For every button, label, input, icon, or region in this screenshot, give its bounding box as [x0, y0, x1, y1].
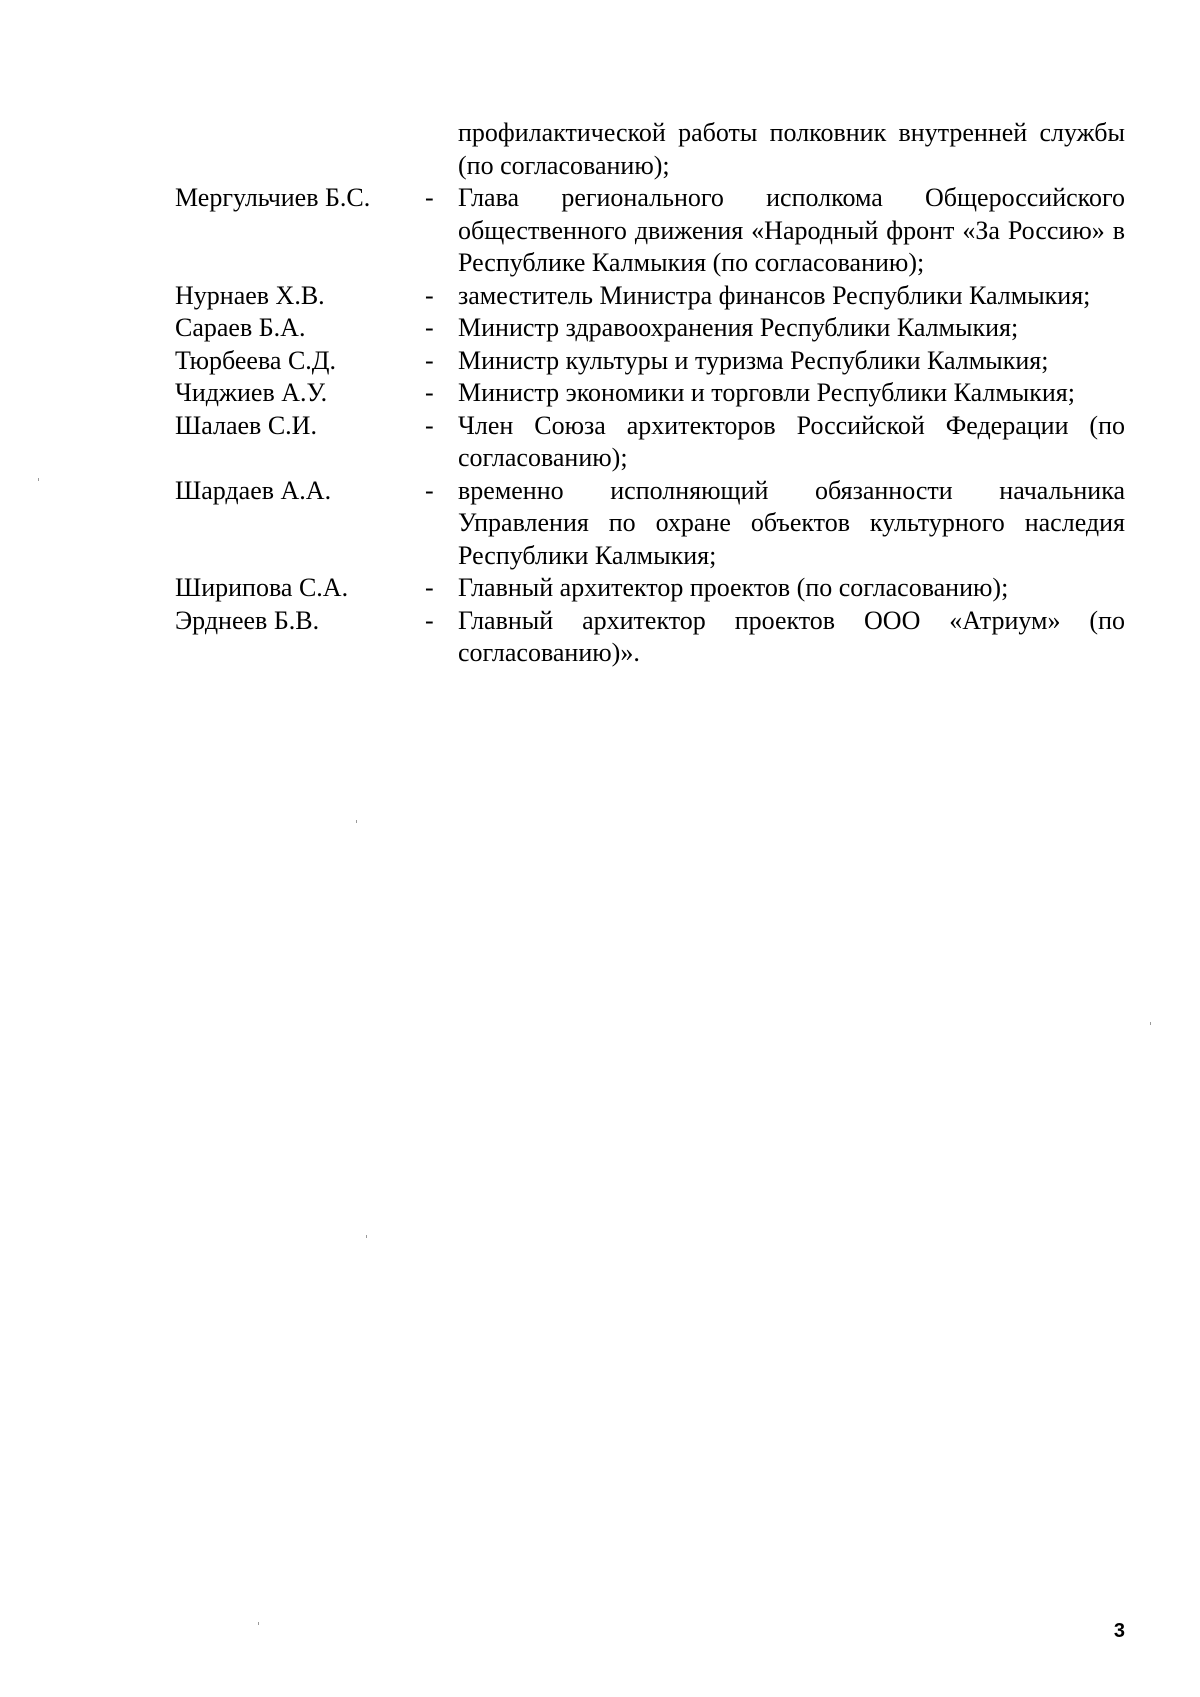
member-position: Главный архитектор проектов ООО «Атриум» (по согласованию)». — [458, 605, 1125, 667]
scan-speck — [258, 1622, 259, 1625]
list-item — [175, 345, 1125, 378]
member-name: Мергульчиев Б.С. — [175, 183, 371, 212]
member-name: Нурнаев Х.В. — [175, 280, 325, 310]
member-name: Тюрбеева С.Д. — [175, 345, 337, 375]
list-item — [175, 280, 1125, 313]
member-position: заместитель Министра финансов Республики Калмыкия; — [458, 280, 1091, 310]
list-item — [175, 605, 1125, 670]
member-name: Чиджиев А.У. — [175, 378, 328, 407]
member-position: Главный архитектор проектов (по согласованию); — [458, 573, 1009, 602]
page-number: 3 — [1113, 1620, 1125, 1642]
scan-speck — [38, 478, 39, 481]
list-item — [175, 572, 1125, 605]
member-position: профилактической работы полковник внутренней службы (по согласованию); — [458, 118, 1125, 180]
separator-dash: - — [425, 378, 434, 407]
list-item — [175, 377, 1125, 410]
scan-speck — [1150, 1022, 1151, 1025]
member-name: Сараев Б.А. — [175, 313, 306, 342]
separator-dash: - — [425, 280, 434, 310]
member-position: временно исполняющий обязанности начальника Управления по охране объектов культурного наследия Республики Калмыкия; — [458, 475, 1125, 570]
member-position: Глава регионального исполкома Общероссийского общественного движения «Народный фронт «За Россию» в Республике Калмыкия (по согласованию); — [458, 183, 1125, 277]
separator-dash: - — [425, 573, 434, 602]
member-position: Министр здравоохранения Республики Калмыкия; — [458, 313, 1019, 342]
member-list — [175, 117, 1125, 670]
member-name: Шалаев С.И. — [175, 410, 317, 440]
member-name: Эрднеев Б.В. — [175, 605, 320, 635]
list-item — [175, 117, 1125, 182]
list-item — [175, 312, 1125, 345]
list-item — [175, 410, 1125, 475]
separator-dash: - — [425, 345, 434, 375]
list-item — [175, 475, 1125, 573]
separator-dash: - — [425, 410, 434, 440]
list-item — [175, 182, 1125, 280]
member-position: Министр экономики и торговли Республики Калмыкия; — [458, 378, 1075, 407]
member-position: Министр культуры и туризма Республики Калмыкия; — [458, 345, 1049, 375]
separator-dash: - — [425, 183, 434, 212]
separator-dash: - — [425, 475, 434, 505]
separator-dash: - — [425, 605, 434, 635]
member-name: Шардаев А.А. — [175, 475, 332, 505]
separator-dash: - — [425, 313, 434, 342]
scan-speck — [366, 1235, 367, 1238]
member-name: Ширипова С.А. — [175, 573, 349, 602]
member-position: Член Союза архитекторов Российской Федерации (по согласованию); — [458, 410, 1125, 472]
scan-speck — [356, 820, 357, 823]
